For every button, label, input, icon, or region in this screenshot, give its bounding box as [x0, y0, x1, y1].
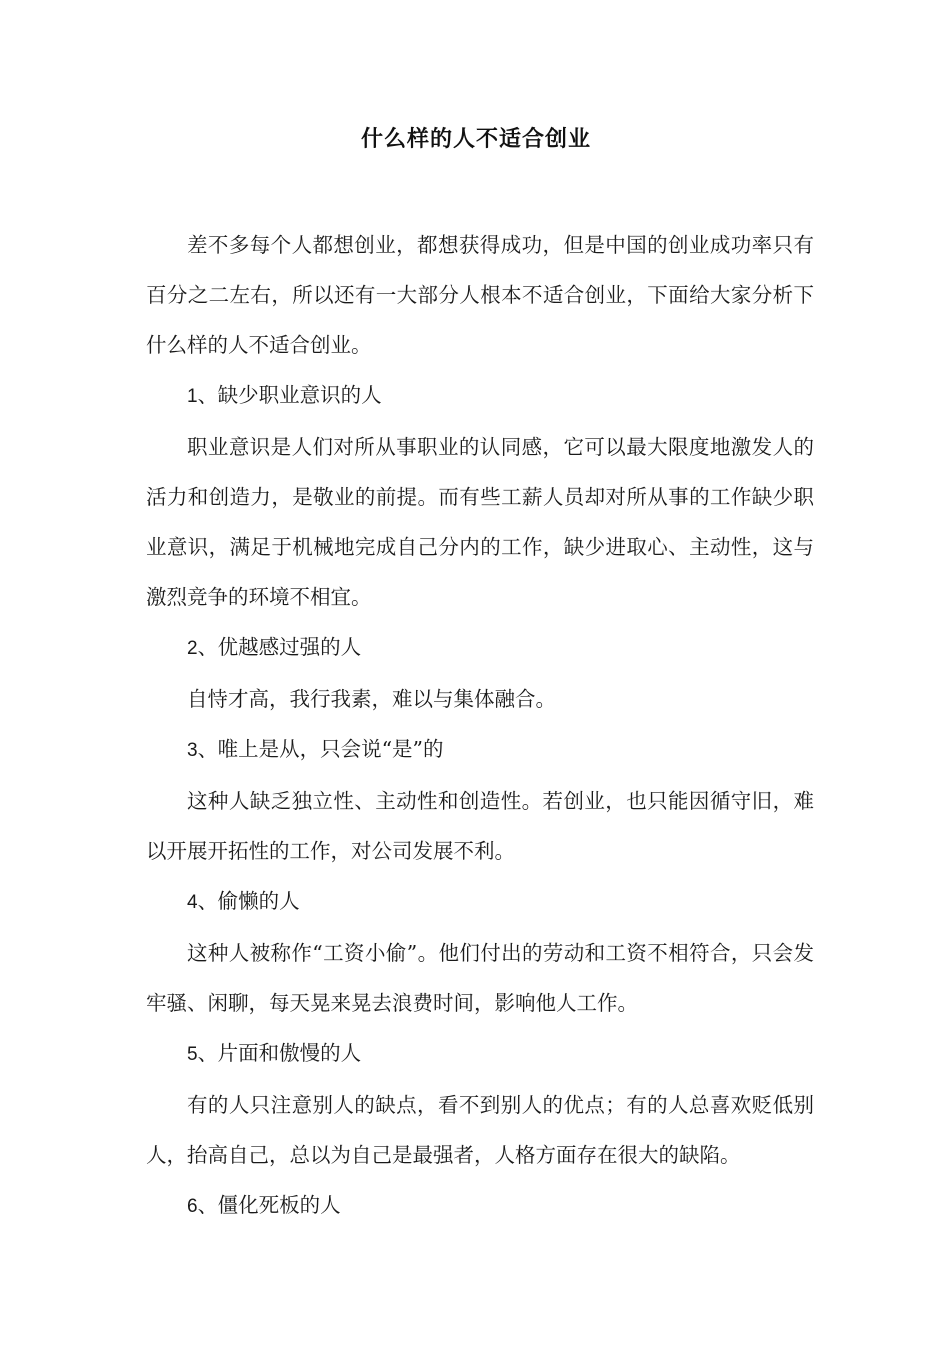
section-number: 4 — [187, 892, 198, 913]
section-number: 2 — [187, 638, 198, 659]
section-heading-text: 僵化死板的人 — [217, 1193, 341, 1217]
section-body-1: 职业意识是人们对所从事职业的认同感，它可以最大限度地激发人的活力和创造力，是敬业的前提。而有些工薪人员却对所从事的工作缺少职业意识，满足于机械地完成自己分内的工作，缺少进取心、主动性，这与激烈竞争的环境不相宜。 — [146, 435, 814, 609]
section-separator: 、 — [197, 1041, 218, 1065]
section-body-5: 有的人只注意别人的缺点，看不到别人的优点；有的人总喜欢贬低别人，抬高自己，总以为自己是最强者，人格方面存在很大的缺陷。 — [146, 1093, 814, 1167]
section-separator: 、 — [197, 383, 218, 407]
section-heading-text: 缺少职业意识的人 — [217, 383, 382, 407]
section-heading-3 — [146, 724, 814, 776]
section-number: 3 — [187, 740, 198, 761]
document-title: 什么样的人不适合创业 — [360, 126, 591, 152]
section-separator: 、 — [197, 737, 218, 761]
intro-paragraph: 差不多每个人都想创业，都想获得成功，但是中国的创业成功率只有百分之二左右，所以还有一大部分人根本不适合创业，下面给大家分析下什么样的人不适合创业。 — [146, 233, 814, 357]
section-heading-2 — [146, 622, 814, 674]
section-heading-6 — [146, 1180, 814, 1232]
section-separator: 、 — [197, 635, 218, 659]
section-heading-4 — [146, 876, 814, 928]
section-number: 6 — [187, 1196, 198, 1217]
section-number: 1 — [187, 386, 198, 407]
section-separator: 、 — [197, 889, 218, 913]
section-body-2: 自恃才高，我行我素，难以与集体融合。 — [187, 687, 556, 711]
section-heading-1 — [146, 370, 814, 422]
section-heading-text: 唯上是从，只会说“是”的 — [217, 737, 444, 761]
section-heading-text: 片面和傲慢的人 — [217, 1041, 362, 1065]
section-separator: 、 — [197, 1193, 218, 1217]
section-number: 5 — [187, 1044, 198, 1065]
document-body — [146, 220, 814, 1232]
section-heading-5 — [146, 1028, 814, 1080]
section-body-3: 这种人缺乏独立性、主动性和创造性。若创业，也只能因循守旧，难以开展开拓性的工作，对公司发展不利。 — [146, 789, 814, 863]
section-heading-text: 优越感过强的人 — [217, 635, 362, 659]
section-heading-text: 偷懒的人 — [217, 889, 300, 913]
section-body-4: 这种人被称作“工资小偷”。他们付出的劳动和工资不相符合，只会发牢骚、闲聊，每天晃来晃去浪费时间，影响他人工作。 — [146, 941, 814, 1015]
